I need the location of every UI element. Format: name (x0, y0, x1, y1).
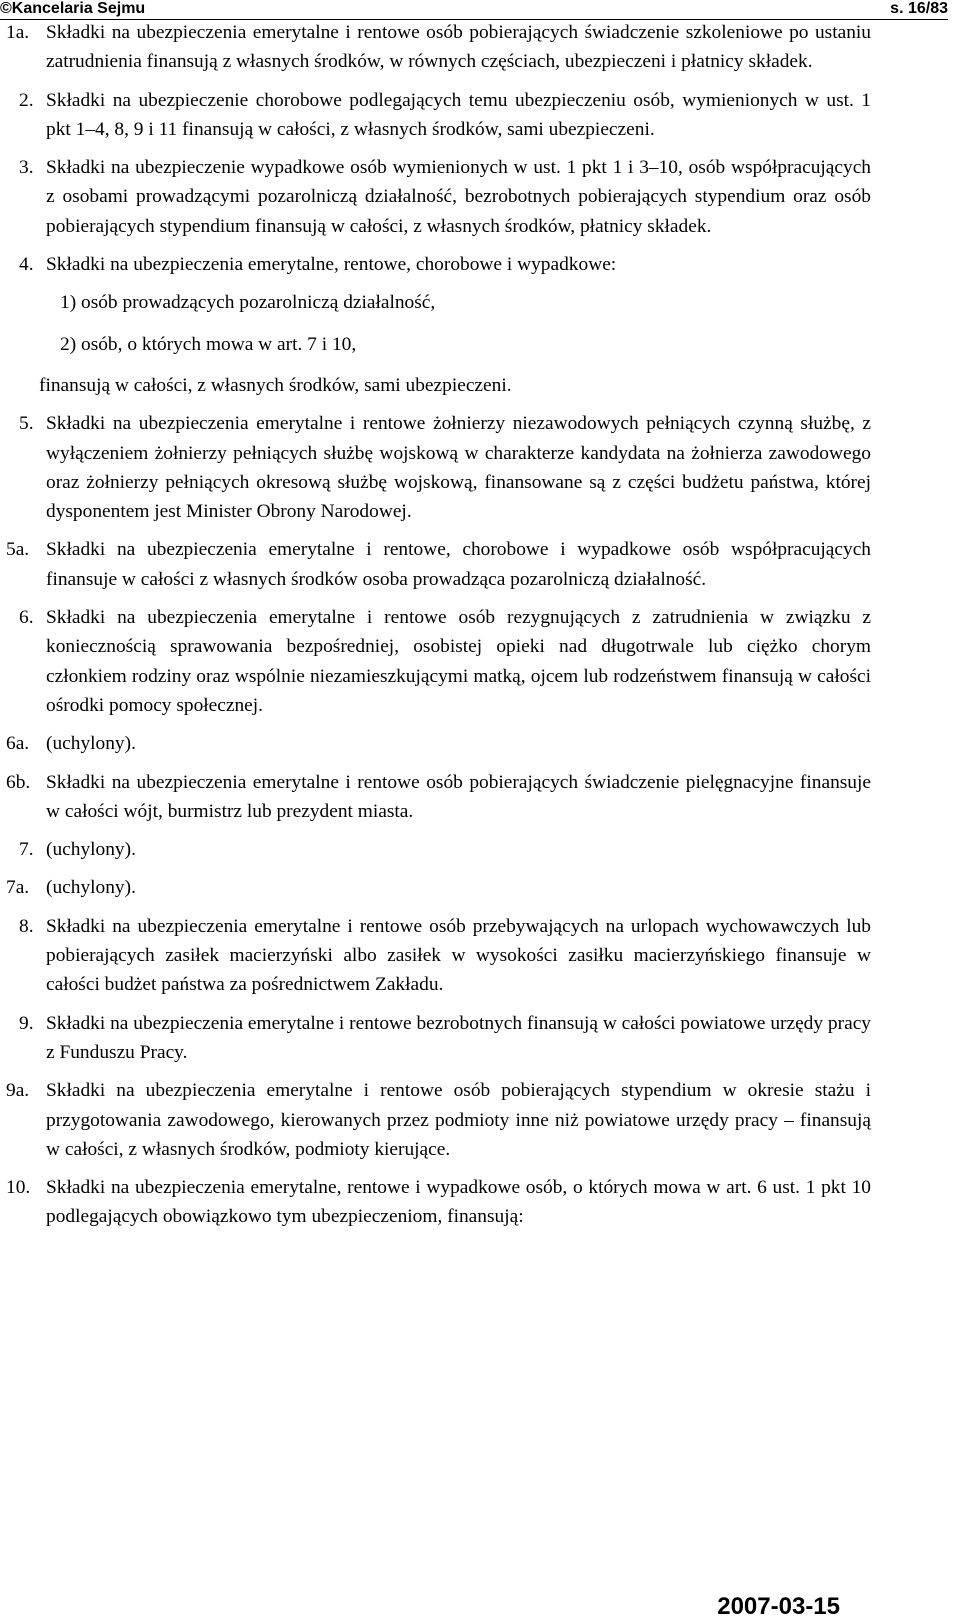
paragraph-7 (0, 835, 940, 864)
document-body (0, 18, 940, 1241)
paragraph-text: Składki na ubezpieczenia emerytalne i rentowe osób rezygnujących z zatrudnienia w związku z koniecznością sprawowania bezpośredniej, osobistej opieki nad długotrwale lub ciężko chorym członkiem rodziny oraz wspólnie niezamieszkującymi matką, ojcem lub rodzeństwem finansują w całości ośrodki pomocy społecznej. (46, 607, 871, 716)
paragraph-4-tail: finansują w całości, z własnych środków, sami ubezpieczeni. (39, 374, 512, 396)
paragraph-number: 5. (19, 413, 34, 435)
paragraph-number: 5a. (6, 539, 30, 561)
paragraph-text: (uchylony). (46, 733, 136, 755)
paragraph-number: 9a. (6, 1080, 30, 1102)
paragraph-3 (0, 153, 940, 241)
paragraph-number: 6a. (6, 733, 30, 755)
footer-date: 2007-03-15 (717, 1593, 840, 1620)
paragraph-text: Składki na ubezpieczenia emerytalne i rentowe bezrobotnych finansują w całości powiatowe urzędy pracy z Funduszu Pracy. (46, 1012, 871, 1063)
paragraph-number: 10. (6, 1177, 31, 1199)
list-item: 1) osób prowadzących pozarolniczą działalność, (60, 292, 436, 314)
paragraph-text: Składki na ubezpieczenia emerytalne i rentowe osób pobierających świadczenie szkoleniowe po ustaniu zatrudnienia finansują z własnych środków, w równych częściach, ubezpieczeni i płatnicy składek. (46, 22, 871, 73)
paragraph-text: Składki na ubezpieczenia emerytalne i rentowe osób pobierających świadczenie pielęgnacyjne finansuje w całości wójt, burmistrz lub prezydent miasta. (46, 771, 871, 822)
paragraph-7a (0, 873, 940, 902)
paragraph-number: 2. (19, 89, 34, 111)
paragraph-number: 4. (19, 254, 34, 276)
paragraph-number: 1a. (6, 22, 30, 43)
paragraph-text: Składki na ubezpieczenia emerytalne, rentowe, chorobowe i wypadkowe: (46, 254, 617, 276)
header-publisher: ©Kancelaria Sejmu (0, 0, 146, 17)
paragraph-5 (0, 409, 940, 526)
paragraph-text: Składki na ubezpieczenia emerytalne i rentowe, chorobowe i wypadkowe osób współpracujących finansuje w całości z własnych środków osoba prowadząca pozarolniczą działalność. (46, 539, 871, 590)
header-page-number: s. 16/83 (890, 0, 948, 17)
list-item: 2) osób, o których mowa w art. 7 i 10, (60, 333, 357, 355)
paragraph-5a (0, 535, 940, 594)
paragraph-6a (0, 729, 940, 758)
paragraph-9a (0, 1076, 940, 1164)
paragraph-text: Składki na ubezpieczenie wypadkowe osób wymienionych w ust. 1 pkt 1 i 3–10, osób współpracujących z osobami prowadzącymi pozarolniczą działalność, bezrobotnych pobierających stypendium oraz osób pobierających stypendium finansują w całości, z własnych środków, płatnicy składek. (46, 157, 871, 237)
paragraph-text: (uchylony). (46, 877, 136, 899)
paragraph-number: 7. (19, 839, 34, 861)
paragraph-number: 9. (19, 1012, 34, 1034)
paragraph-number: 7a. (6, 877, 30, 899)
paragraph-8 (0, 912, 940, 1000)
paragraph-text: Składki na ubezpieczenia emerytalne i rentowe osób pobierających stypendium w okresie stażu i przygotowania zawodowego, kierowanych przez podmioty inne niż powiatowe urzędy pracy – finansują w całości, z własnych środków, podmioty kierujące. (46, 1080, 871, 1160)
paragraph-number: 6b. (6, 771, 31, 793)
paragraph-1a (0, 18, 940, 77)
paragraph-2 (0, 86, 940, 145)
paragraph-9 (0, 1009, 940, 1068)
paragraph-10 (0, 1173, 940, 1232)
paragraph-number: 8. (19, 915, 34, 937)
paragraph-text: Składki na ubezpieczenia emerytalne i rentowe żołnierzy niezawodowych pełniących czynną służbę, z wyłączeniem żołnierzy pełniących służbę wojskową w charakterze kandydata na żołnierza zawodowego oraz żołnierzy pełniących okresową służbę wojskową, finansowane są z części budżetu państwa, której dysponentem jest Minister Obrony Narodowej. (46, 413, 871, 523)
paragraph-number: 3. (19, 157, 34, 179)
paragraph-6 (0, 603, 940, 720)
paragraph-number: 6. (19, 607, 34, 629)
paragraph-text: Składki na ubezpieczenie chorobowe podlegających temu ubezpieczeniu osób, wymienionych w ust. 1 pkt 1–4, 8, 9 i 11 finansują w całości, z własnych środków, sami ubezpieczeni. (46, 89, 871, 140)
paragraph-text: Składki na ubezpieczenia emerytalne, rentowe i wypadkowe osób, o których mowa w art. 6 ust. 1 pkt 10 podlegających obowiązkowo tym ubezpieczeniom, finansują: (46, 1177, 871, 1228)
paragraph-text: (uchylony). (46, 839, 136, 861)
paragraph-6b (0, 768, 940, 827)
paragraph-4 (0, 250, 940, 279)
paragraph-text: Składki na ubezpieczenia emerytalne i rentowe osób przebywających na urlopach wychowawczych lub pobierających zasiłek macierzyński albo zasiłek w wysokości zasiłku macierzyńskiego finansuje w całości budżet państwa za pośrednictwem Zakładu. (46, 915, 871, 996)
